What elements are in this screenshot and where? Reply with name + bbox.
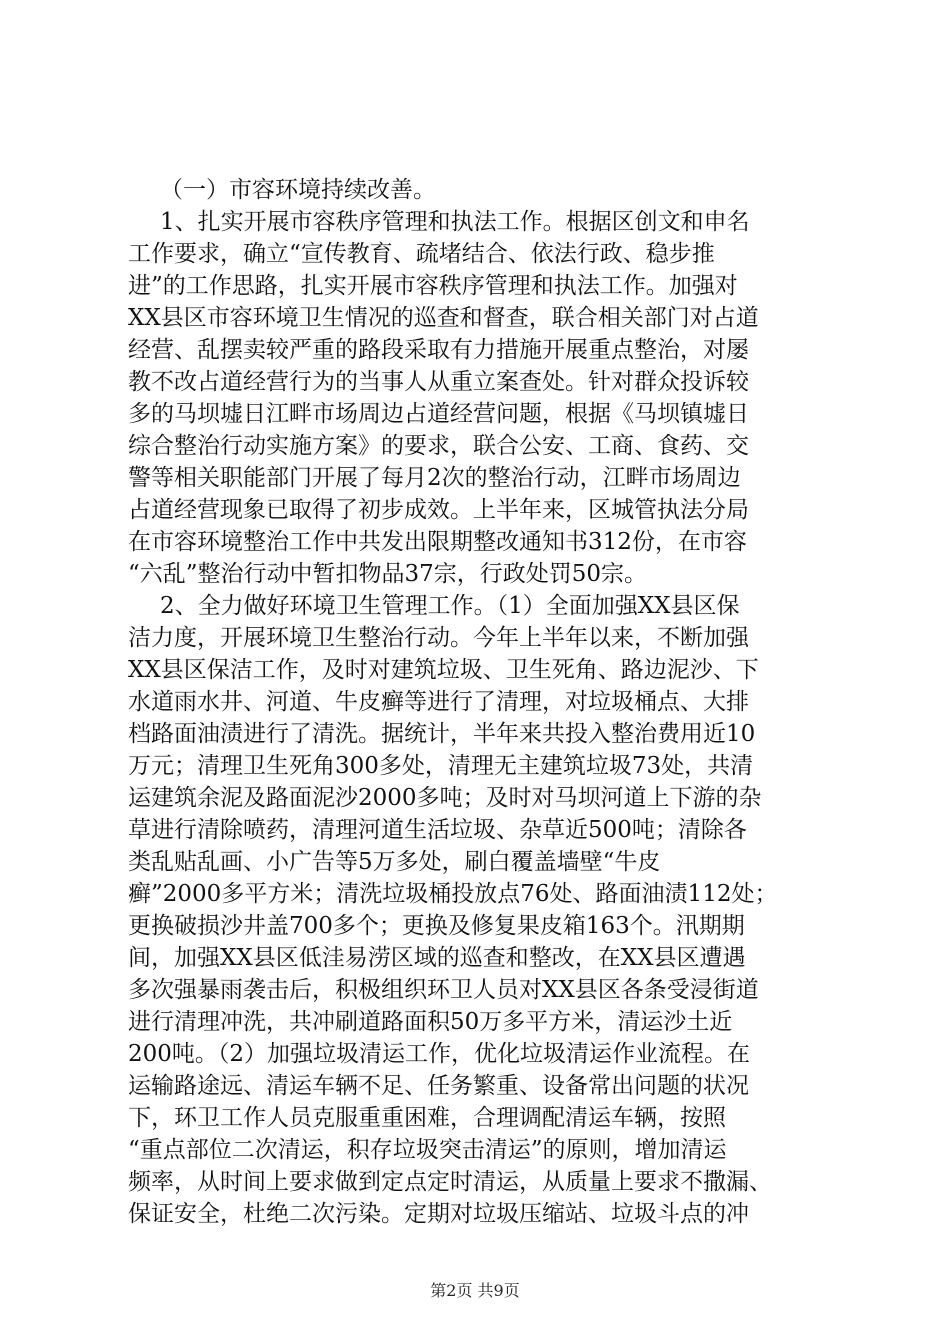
paragraph-line: 洁力度，开展环境卫生整治行动。今年上半年以来，不断加强 (128, 625, 749, 651)
paragraph-line: 保证安全，杜绝二次污染。定期对垃圾压缩站、垃圾斗点的冲 (128, 1201, 749, 1227)
paragraph-line: XX县区市容环境卫生情况的巡查和督查，联合相关部门对占道 (128, 305, 759, 331)
paragraph-line: 警等相关职能部门开展了每月2次的整治行动，江畔市场周边 (128, 465, 741, 491)
paragraph-line: 1、扎实开展市容秩序管理和执法工作。根据区创文和申名 (160, 209, 750, 235)
paragraph-line: 200吨。（2）加强垃圾清运工作，优化垃圾清运作业流程。在 (128, 1041, 751, 1067)
paragraph-line: XX县区保洁工作，及时对建筑垃圾、卫生死角、路边泥沙、下 (128, 657, 759, 683)
paragraph-line: 更换破损沙井盖700多个；更换及修复果皮箱163个。汛期期 (128, 913, 745, 939)
page-footer: 第2页 共9页 (430, 1281, 520, 1300)
paragraph-line: 多的马坝墟日江畔市场周边占道经营问题，根据《马坝镇墟日 (128, 401, 749, 427)
paragraph-line: 综合整治行动实施方案》的要求，联合公安、工商、食药、交 (128, 433, 749, 459)
paragraph-line: 教不改占道经营行为的当事人从重立案查处。针对群众投诉较 (128, 369, 749, 395)
paragraph-line: 经营、乱摆卖较严重的路段采取有力措施开展重点整治，对屡 (128, 337, 749, 363)
paragraph-line: “六乱”整治行动中暂扣物品37宗，行政处罚50宗。 (128, 561, 648, 587)
paragraph-line: 频率，从时间上要求做到定点定时清运，从质量上要求不撒漏、 (128, 1169, 772, 1195)
paragraph-line: 进”的工作思路，扎实开展市容秩序管理和执法工作。加强对 (128, 273, 738, 299)
paragraph-line: 水道雨水井、河道、牛皮癣等进行了清理，对垃圾桶点、大排 (128, 689, 749, 715)
paragraph-line: 运输路途远、清运车辆不足、任务繁重、设备常出问题的状况 (128, 1073, 749, 1099)
paragraph-line: 下，环卫工作人员克服重重困难，合理调配清运车辆，按照 (128, 1105, 726, 1131)
paragraph-line: “重点部位二次清运，积存垃圾突击清运”的原则，增加清运 (128, 1137, 727, 1163)
paragraph-line: 占道经营现象已取得了初步成效。上半年来，区城管执法分局 (128, 497, 749, 523)
paragraph-line: 2、全力做好环境卫生管理工作。（1）全面加强XX县区保 (160, 593, 740, 619)
paragraph-line: 在市容环境整治工作中共发出限期整改通知书312份，在市容 (128, 529, 747, 555)
paragraph-line: 工作要求，确立“宣传教育、疏堵结合、依法行政、稳步推 (128, 241, 715, 267)
paragraph-line: 多次强暴雨袭击后，积极组织环卫人员对XX县区各条受浸街道 (128, 977, 759, 1003)
paragraph-line: 癣”2000多平方米；清洗垃圾桶投放点76处、路面油渍112处； (128, 881, 778, 907)
paragraph-line: 万元；清理卫生死角300多处，清理无主建筑垃圾73处，共清 (128, 753, 754, 779)
paragraph-line: 间，加强XX县区低洼易涝区域的巡查和整改，在XX县区遭遇 (128, 945, 746, 971)
section-heading: （一）市容环境持续改善。 (160, 177, 436, 203)
paragraph-line: 进行清理冲洗，共冲刷道路面积50万多平方米，清运沙土近 (128, 1009, 733, 1035)
paragraph-line: 运建筑余泥及路面泥沙2000多吨；及时对马坝河道上下游的杂 (128, 785, 762, 811)
paragraph-line: 草进行清除喷药，清理河道生活垃圾、杂草近500吨；清除各 (128, 817, 747, 843)
paragraph-line: 档路面油渍进行了清洗。据统计，半年来共投入整治费用近10 (128, 721, 756, 747)
paragraph-line: 类乱贴乱画、小广告等5万多处，刷白覆盖墙壁“牛皮 (128, 849, 661, 875)
